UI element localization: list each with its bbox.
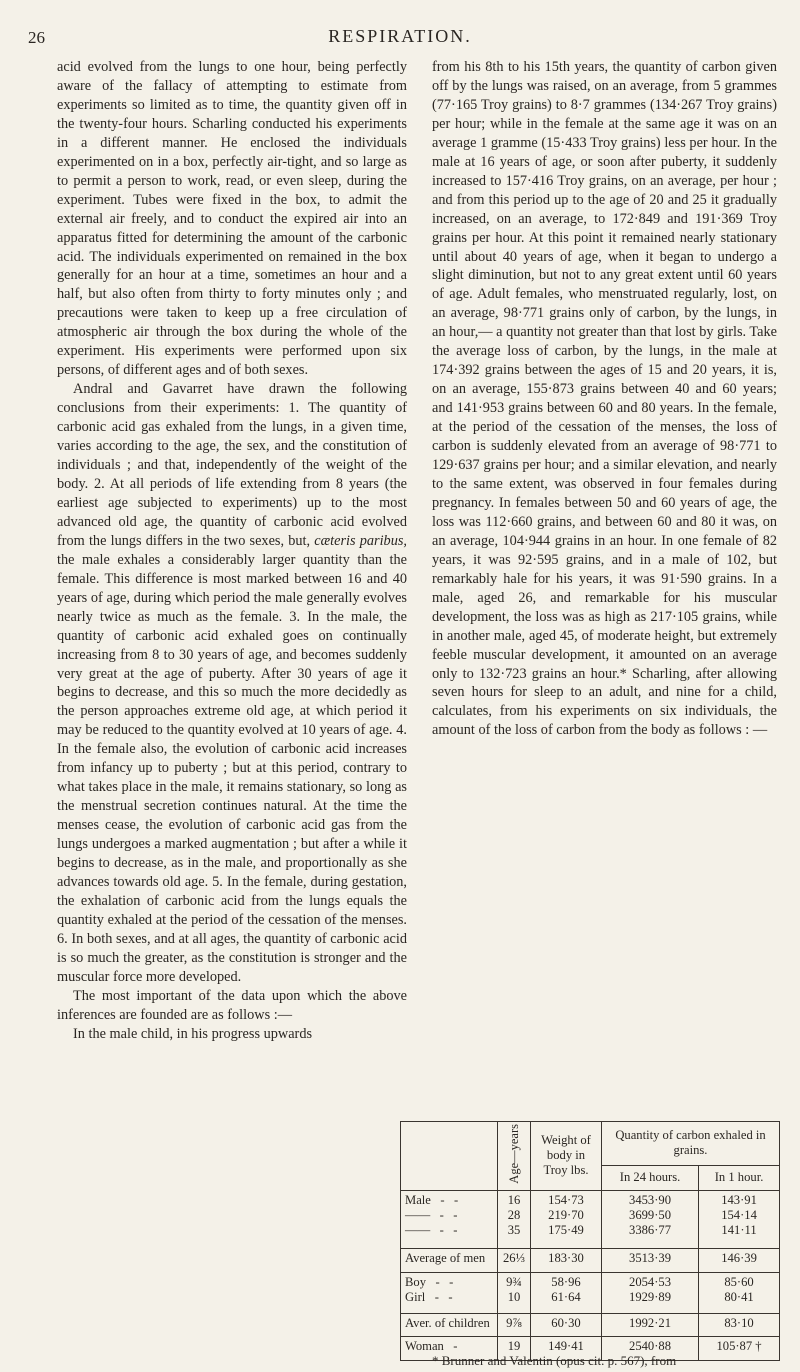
- table-cell-h24: [602, 1272, 699, 1313]
- cell-value: Average of men: [405, 1251, 486, 1266]
- cell-value: Aver. of children: [405, 1315, 490, 1330]
- table-row: [401, 1190, 780, 1249]
- table-cell-h24: [602, 1190, 699, 1249]
- cell-value: 1992·21: [629, 1315, 672, 1330]
- cell-value: Woman -: [405, 1339, 458, 1354]
- table-cell-label: [401, 1249, 498, 1272]
- cell-value: 9¾: [506, 1274, 522, 1289]
- table-cell-age: [498, 1313, 531, 1336]
- cell-value: 58·96: [551, 1274, 581, 1289]
- cell-value: 83·10: [724, 1315, 754, 1330]
- running-title: RESPIRATION.: [328, 26, 472, 46]
- conclusions-text-1: Andral and Gavarret have drawn the following conclusions from their experiments: 1. The quantity of carbonic acid gas exhaled from the lungs, in a given time, varies according to the age, the sex, and the constitution of individuals ; and that, independently of the weight of the body. 2. At all periods of life extending from 8 years (the earliest age subjected to experiments) up to the most advanced old age, the quantity of carbonic acid evolved from the lungs differs in the two sexes, but,: [57, 381, 407, 549]
- cell-value: 19: [507, 1339, 521, 1354]
- table-cell-h1: [699, 1272, 780, 1313]
- cell-value: 105·87 †: [716, 1339, 762, 1354]
- cell-value: 143·91: [721, 1192, 757, 1207]
- cell-value: —— - -: [405, 1222, 458, 1237]
- table-cell-h1: [699, 1313, 780, 1336]
- cell-value: 28: [507, 1207, 521, 1222]
- cell-value: —— - -: [405, 1207, 458, 1222]
- cell-value: 219·70: [548, 1207, 584, 1222]
- cell-value: 26⅓: [502, 1251, 526, 1266]
- cell-value: 60·30: [551, 1315, 581, 1330]
- cell-value: 10: [507, 1289, 521, 1304]
- conclusions-text-2: the male exhales a considerably larger quantity than the female. This difference is most marked between 16 and 40 years of age, during which period the male generally evolves nearly twice as much as the female. 3. In the male, the quantity of carbonic acid exhaled goes on continually increasing from 8 to 30 years of age, and becomes suddenly very great at the age of puberty. After 30 years of age it begins to decrease, and this so much the more decidedly as the person approaches extreme old age, at which period it may be reduced to the quantity evolved at 10 years of age. 4. In the female also, the evolution of carbonic acid increases from infancy up to puberty ; but at this period, contrary to what takes place in the male, it remains stationary, so long as the menstrual secretion continues natural. At the time the menses cease, the evolution of carbonic acid gas from the lungs undergoes a marked augmentation ; but after a while it begins to decrease, as in the male, and proportionally as she advances towards old age. 5. In the female, during gestation, the exhalation of carbonic acid from the lungs equals the quantity exhaled at the period of the cessation of the menses. 6. In both sexes, and at all ages, the quantity of carbonic acid is so much the greater, as the constitution is stronger and the muscular force more developed.: [57, 551, 407, 985]
- table-cell-h1: [699, 1249, 780, 1272]
- quantity-header: Quantity of carbon exhaled in grains.: [602, 1122, 780, 1166]
- paragraph-carbon-loss: from his 8th to his 15th years, the quantity of carbon given off by the lungs was raised, on an average, from 5 grammes (77·165 Troy grains) to 8·7 grammes (134·267 Troy grains) per hour; while in the female at the same age it was on an average 1 gramme (15·433 Troy grains) less per hour. In the male at 16 years of age, or soon after puberty, it suddenly increased to 157·416 Troy grains, on an average, per hour ; and from this period up to the age of 20 and 25 it gradually increased, on an average, to 172·849 and 191·369 Troy grains per hour. At this point it remained nearly stationary until about 40 years of age, when it began to undergo a slight diminution, but not to any great extent until 60 years of age. Adult females, who menstruated regularly, lost, on an average, 98·771 grains only of carbon, by the lungs, in an hour,— a quantity not greater than that lost by girls. Take the average loss of carbon, by the lungs, in the male at 174·392 grains between the ages of 15 and 20 years, it is, on an average, 155·873 grains between 40 and 60 years; and 141·953 grains between 60 and 80 years. In the female, at the period of the cessation of the menses, the loss of carbon is suddenly elevated from an average of 98·771 to 129·637 grains per hour; and a similar elevation, and nearly to the same extent, was observed in four females during pregnancy. In females between 50 and 60 years of age, the loss was 112·660 grains, and between 60 and 80 it was, on an average, 104·944 grains in an hour. In one female of 82 years, it was 92·595 grains, and in a male of 102, but remarkably hale for his years, it was 91·590 grains. In a male, aged 26, and remarkable for his muscular development, the loss was as high as 217·105 grains, while in another male, aged 45, of moderate height, but extremely feeble muscular development, it amounted on an average only to 132·723 grains an hour.* Scharling, after allowing seven hours for sleep to an adult, and nine for a child, calculates, from his experiments on six individuals, the amount of the loss of carbon from the body as follows : —: [432, 59, 777, 739]
- table-cell-h1: [699, 1190, 780, 1249]
- age-header: Age—years: [498, 1122, 531, 1191]
- footnote: * Brunner and Valentin (opus cit. p. 567), from: [432, 1353, 677, 1368]
- cell-value: 2054·53: [629, 1274, 672, 1289]
- cell-value: 1929·89: [629, 1289, 672, 1304]
- table-cell-weight: [531, 1313, 602, 1336]
- cell-value: 35: [507, 1222, 521, 1237]
- table-cell-age: [498, 1190, 531, 1249]
- table-cell-h24: [602, 1313, 699, 1336]
- right-column: [432, 58, 777, 740]
- cell-value: 9⅞: [506, 1315, 522, 1330]
- cell-value: 61·64: [551, 1289, 581, 1304]
- weight-header: Weight of body in Troy lbs.: [531, 1122, 602, 1191]
- cell-value: 80·41: [724, 1289, 754, 1304]
- cell-value: 85·60: [724, 1274, 754, 1289]
- cell-value: Boy - -: [405, 1274, 454, 1289]
- cell-value: 3453·90: [629, 1192, 672, 1207]
- table-cell-age: [498, 1272, 531, 1313]
- paragraph-scharling: acid evolved from the lungs to one hour, being perfectly aware of the fallacy of attempting to estimate from experiments so limited as to time, the quantity given off in the twenty-four hours. Scharling conducted his experiments in a different manner. He enclosed the individuals experimented on in a box, perfectly air-tight, and so large as to permit a person to work, read, or even sleep, during the experiment. Tubes were fixed in the box, to admit the external air freely, and to conduct the expired air into an apparatus fitted for determining the amount of the carbonic acid. The individuals experimented on remained in the box generally for an hour at a time, sometimes an hour and a half, but also often from thirty to forty minutes only ; and precautions were taken to keep up a free circulation of atmospheric air through the box during the whole of the experiment. His experiments were performed upon six persons, of different ages and of both sexes.: [57, 59, 407, 379]
- table-row: [401, 1249, 780, 1272]
- cell-value: 154·73: [548, 1192, 584, 1207]
- table-cell-weight: [531, 1249, 602, 1272]
- cell-value: 141·11: [721, 1222, 757, 1237]
- cell-value: 3699·50: [629, 1207, 672, 1222]
- cell-value: 2540·88: [629, 1339, 672, 1354]
- cell-value: 146·39: [721, 1251, 757, 1266]
- table-row: [401, 1272, 780, 1313]
- table-cell-label: [401, 1190, 498, 1249]
- table-cell-label: [401, 1272, 498, 1313]
- carbon-table: [400, 1121, 780, 1361]
- cell-value: 154·14: [721, 1207, 757, 1222]
- cell-value: 149·41: [548, 1339, 584, 1354]
- cell-value: 3513·39: [629, 1251, 672, 1266]
- table-body: [401, 1190, 780, 1360]
- table-row: [401, 1313, 780, 1336]
- in-1-hour-header: In 1 hour.: [699, 1165, 780, 1190]
- paragraph-andral-conclusions: [57, 380, 407, 987]
- table-cell-weight: [531, 1272, 602, 1313]
- paragraph-male-child: In the male child, in his progress upwards: [73, 1025, 313, 1042]
- table-cell-age: [498, 1249, 531, 1272]
- page-number: 26: [28, 28, 45, 47]
- cell-value: Girl - -: [405, 1289, 453, 1304]
- cell-value: Male - -: [405, 1192, 459, 1207]
- cell-value: 183·30: [548, 1251, 584, 1266]
- table-cell-h24: [602, 1249, 699, 1272]
- blank-header: [401, 1122, 498, 1191]
- table-cell-weight: [531, 1190, 602, 1249]
- italic-phrase: cæteris paribus,: [314, 532, 407, 549]
- cell-value: 16: [507, 1192, 521, 1207]
- left-column: [57, 58, 407, 1044]
- paragraph-data-intro: The most important of the data upon which the above inferences are founded are as follows :—: [57, 987, 407, 1023]
- cell-value: 3386·77: [629, 1222, 672, 1237]
- cell-value: 175·49: [548, 1222, 584, 1237]
- in-24-hours-header: In 24 hours.: [602, 1165, 699, 1190]
- table-cell-label: [401, 1313, 498, 1336]
